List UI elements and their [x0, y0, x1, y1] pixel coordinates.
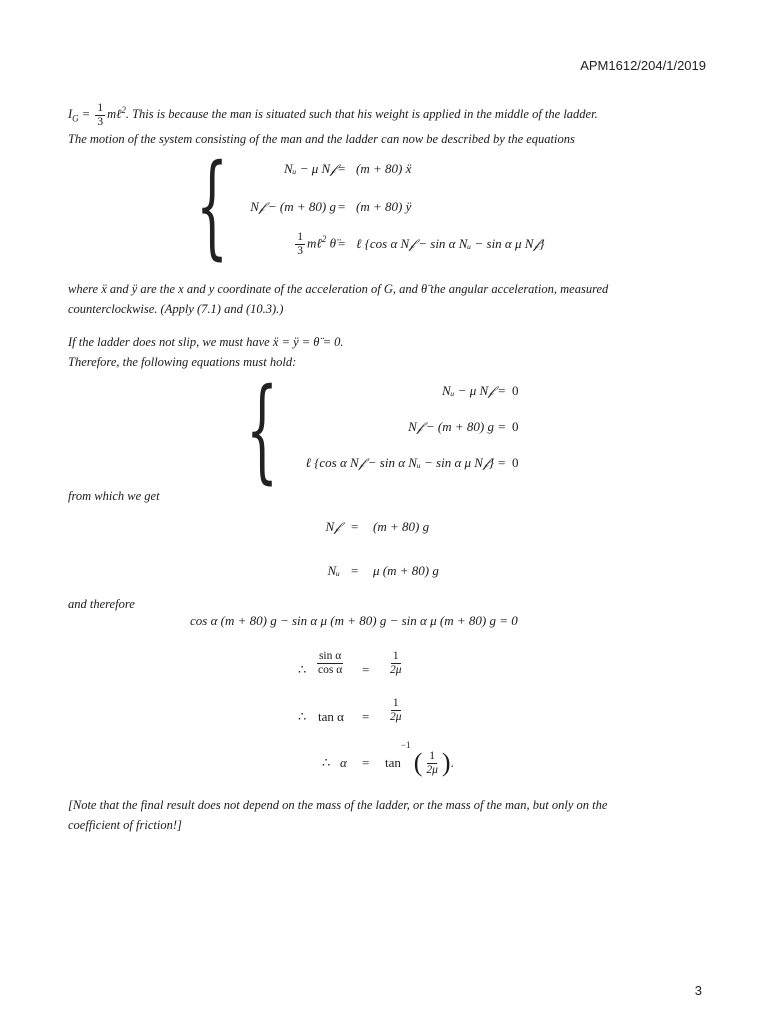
note-line2: coefficient of friction!] — [68, 818, 182, 832]
sin-alpha: sin α — [318, 650, 342, 662]
left-brace-2: { — [246, 365, 279, 495]
therefore-1: ∴ — [298, 662, 307, 677]
therefore-2: ∴ — [298, 709, 307, 724]
left-brace-1: { — [196, 141, 229, 271]
eq1-lhs: Nᵤ − μ N𝒻 — [284, 161, 336, 176]
nf-equals: = — [351, 519, 359, 534]
eq2-equals: = — [338, 199, 346, 214]
eq2-2: N𝒻 − (m + 80) g = — [408, 419, 506, 434]
nf-rhs: (m + 80) g — [373, 519, 430, 534]
cos-alpha: cos α — [318, 664, 343, 676]
alpha-result: α — [340, 755, 347, 770]
eq2-rhs: (m + 80) ÿ — [356, 199, 412, 214]
nw-rhs: μ (m + 80) g — [373, 563, 439, 578]
and-therefore-text: and therefore — [68, 597, 135, 611]
rhs-2: $\frac{1}{2\mu}$ — [390, 697, 402, 723]
eq2-1: Nᵤ − μ N𝒻 = — [441, 383, 506, 398]
nw-lhs: Nᵤ — [327, 563, 340, 578]
where-paragraph — [68, 279, 718, 319]
intro-paragraph — [68, 100, 718, 149]
note-paragraph — [68, 795, 718, 835]
final-eq-3: = — [362, 755, 370, 770]
eq2-3-zero: 0 — [512, 455, 519, 470]
slip-paragraph — [68, 332, 718, 372]
ratio-sin-cos — [314, 650, 346, 677]
page-number: 3 — [694, 983, 702, 998]
eq2-3: ℓ {cos α N𝒻 − sin α Nᵤ − sin α μ N𝒻} = — [305, 455, 506, 470]
note-line1: [Note that the final result does not depend on the mass of the ladder, or the mass of the man, but only on the — [68, 798, 608, 812]
document-reference: APM1612/204/1/2019 — [580, 58, 706, 73]
ig-formula: $I_G$ = $\frac{1}{3}$ mℓ$^2$. — [68, 101, 129, 128]
arctan-expression: $\tan^{-1}$ ( $\frac{1}{2\mu}$ ). — [385, 740, 454, 778]
intro-line2: The motion of the system consisting of the man and the ladder can now be described by the equations — [68, 131, 575, 146]
eq2-lhs: N𝒻 − (m + 80) g — [250, 199, 336, 214]
rhs-1: $\frac{1}{2\mu}$ — [390, 650, 402, 676]
nw-equals: = — [351, 563, 359, 578]
eq3-rhs: ℓ {cos α N𝒻 − sin α Nᵤ − sin α μ N𝒻} — [356, 236, 545, 251]
intro-lead: This is because the man is situated such that his weight is applied in the middle of the ladder. — [132, 107, 598, 122]
long-equation: cos α (m + 80) g − sin α μ (m + 80) g − sin α μ (m + 80) g = 0 — [190, 613, 518, 628]
eq1-equals: = — [338, 161, 346, 176]
tan-alpha: tan α — [318, 709, 344, 724]
where-line1: where ẍ and ÿ are the x and y coordinate of the acceleration of G, and θ̈ the angular acceleration, measured — [68, 282, 609, 296]
eq2-1-zero: 0 — [512, 383, 519, 398]
final-eq-1: = — [362, 662, 370, 677]
eq3-lhs: $\frac{1}{3}$ mℓ$^2$ θ̈ — [297, 231, 336, 257]
slip-line1: If the ladder does not slip, we must have ẍ = ÿ = θ̈ = 0. — [68, 335, 344, 349]
eq3-equals: = — [338, 236, 346, 251]
from-which-text: from which we get — [68, 489, 160, 503]
therefore-3: ∴ — [322, 755, 331, 770]
eq2-2-zero: 0 — [512, 419, 519, 434]
slip-line2: Therefore, the following equations must hold: — [68, 355, 297, 369]
where-line2: counterclockwise. (Apply (7.1) and (10.3).) — [68, 302, 284, 316]
final-eq-2: = — [362, 709, 370, 724]
nf-lhs: N𝒻 — [325, 519, 340, 534]
eq1-rhs: (m + 80) ẍ — [356, 161, 412, 176]
